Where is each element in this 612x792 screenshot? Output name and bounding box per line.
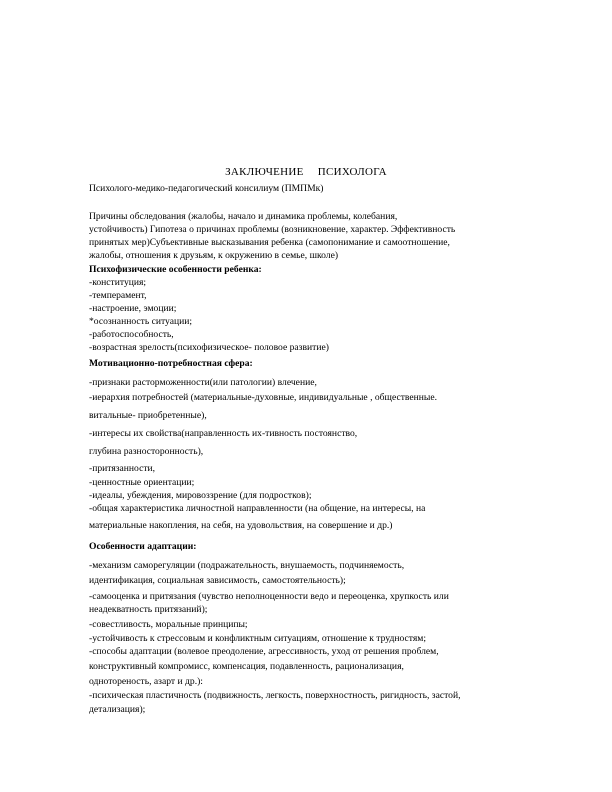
text-line-25: идентификация, социальная зависимость, самостоятельность); (89, 575, 346, 586)
section-heading-motivation: Мотивационно-потребностная сфера: (89, 358, 253, 369)
text-line-30: -способы адаптации (волевое преодоление, агрессивность, уход от решения проблем, (89, 646, 439, 657)
text-line-9: *осознанность ситуации; (89, 316, 193, 327)
text-line-4: жалобы, отношения к друзьям, к окружению в семье, школе) (89, 250, 339, 261)
text-line-27: неадекватность притязаний); (89, 604, 208, 615)
text-line-11: -возрастная зрелость(психофизическое- половое развитие) (89, 342, 329, 353)
text-line-6: -конституция; (89, 277, 147, 288)
text-line-7: -темперамент, (89, 290, 147, 301)
text-line-31: конструктивный компромисс, компенсация, подавленность, рационализация, (89, 661, 404, 672)
title-word-psychologist: ПСИХОЛОГА (317, 166, 387, 178)
text-line-19: -ценностные ориентации; (89, 477, 195, 488)
text-line-33: -психическая пластичность (подвижность, легкость, поверхностность, ригидность, застой, (89, 690, 461, 701)
page-title (0, 166, 612, 178)
text-line-32: однотореность, азарт и др.): (89, 676, 203, 687)
text-line-3: принятых мер)Субъективные высказывания ребенка (самопонимание и самоотношение, (89, 237, 450, 248)
text-line-29: -устойчивость к стрессовым и конфликтным ситуациям, отношение к трудностям; (89, 633, 426, 644)
subtitle-line: Психолого-медико-педагогический консилиум (ПМПМк) (89, 183, 324, 194)
title-word-conclusion: ЗАКЛЮЧЕНИЕ (225, 166, 304, 178)
section-heading-adaptation: Особенности адаптации: (89, 541, 197, 552)
text-line-8: -настроение, эмоции; (89, 303, 177, 314)
text-line-10: -работоспособность, (89, 329, 174, 340)
text-line-26: -самооценка и притязания (чувство неполноценности ведо и переоценка, хрупкость или (89, 591, 449, 602)
text-line-17: глубина разносторонность), (89, 446, 204, 457)
text-line-24: -механизм саморегуляции (подражательность, внушаемость, подчиняемость, (89, 560, 405, 571)
text-line-21: -общая характеристика личностной направленности (на общение, на интересы, на (89, 503, 426, 514)
text-line-22: материальные накопления, на себя, на удовольствия, на совершение и др.) (89, 520, 393, 531)
text-line-28: -совестливость, моральные принципы; (89, 619, 248, 630)
text-line-2: устойчивость) Гипотеза о причинах проблемы (возникновение, характер. Эффективность (89, 224, 456, 235)
text-line-18: -притязанности, (89, 463, 156, 474)
section-heading-psychophysical: Психофизические особенности ребенка: (89, 264, 262, 275)
text-line-20: -идеалы, убеждения, мировоззрение (для подростков); (89, 490, 312, 501)
text-line-1: Причины обследования (жалобы, начало и динамика проблемы, колебания, (89, 211, 398, 222)
text-line-16: -интересы их свойства(направленность их-тивность постоянство, (89, 428, 358, 439)
text-line-14: -иерархия потребностей (материальные-духовные, индивидуальные , общественные. (89, 392, 437, 403)
text-line-15: витальные- приобретенные), (89, 410, 207, 421)
text-line-13: -признаки расторможенности(или патологии) влечение, (89, 377, 317, 388)
text-line-34: детализация); (89, 704, 146, 715)
